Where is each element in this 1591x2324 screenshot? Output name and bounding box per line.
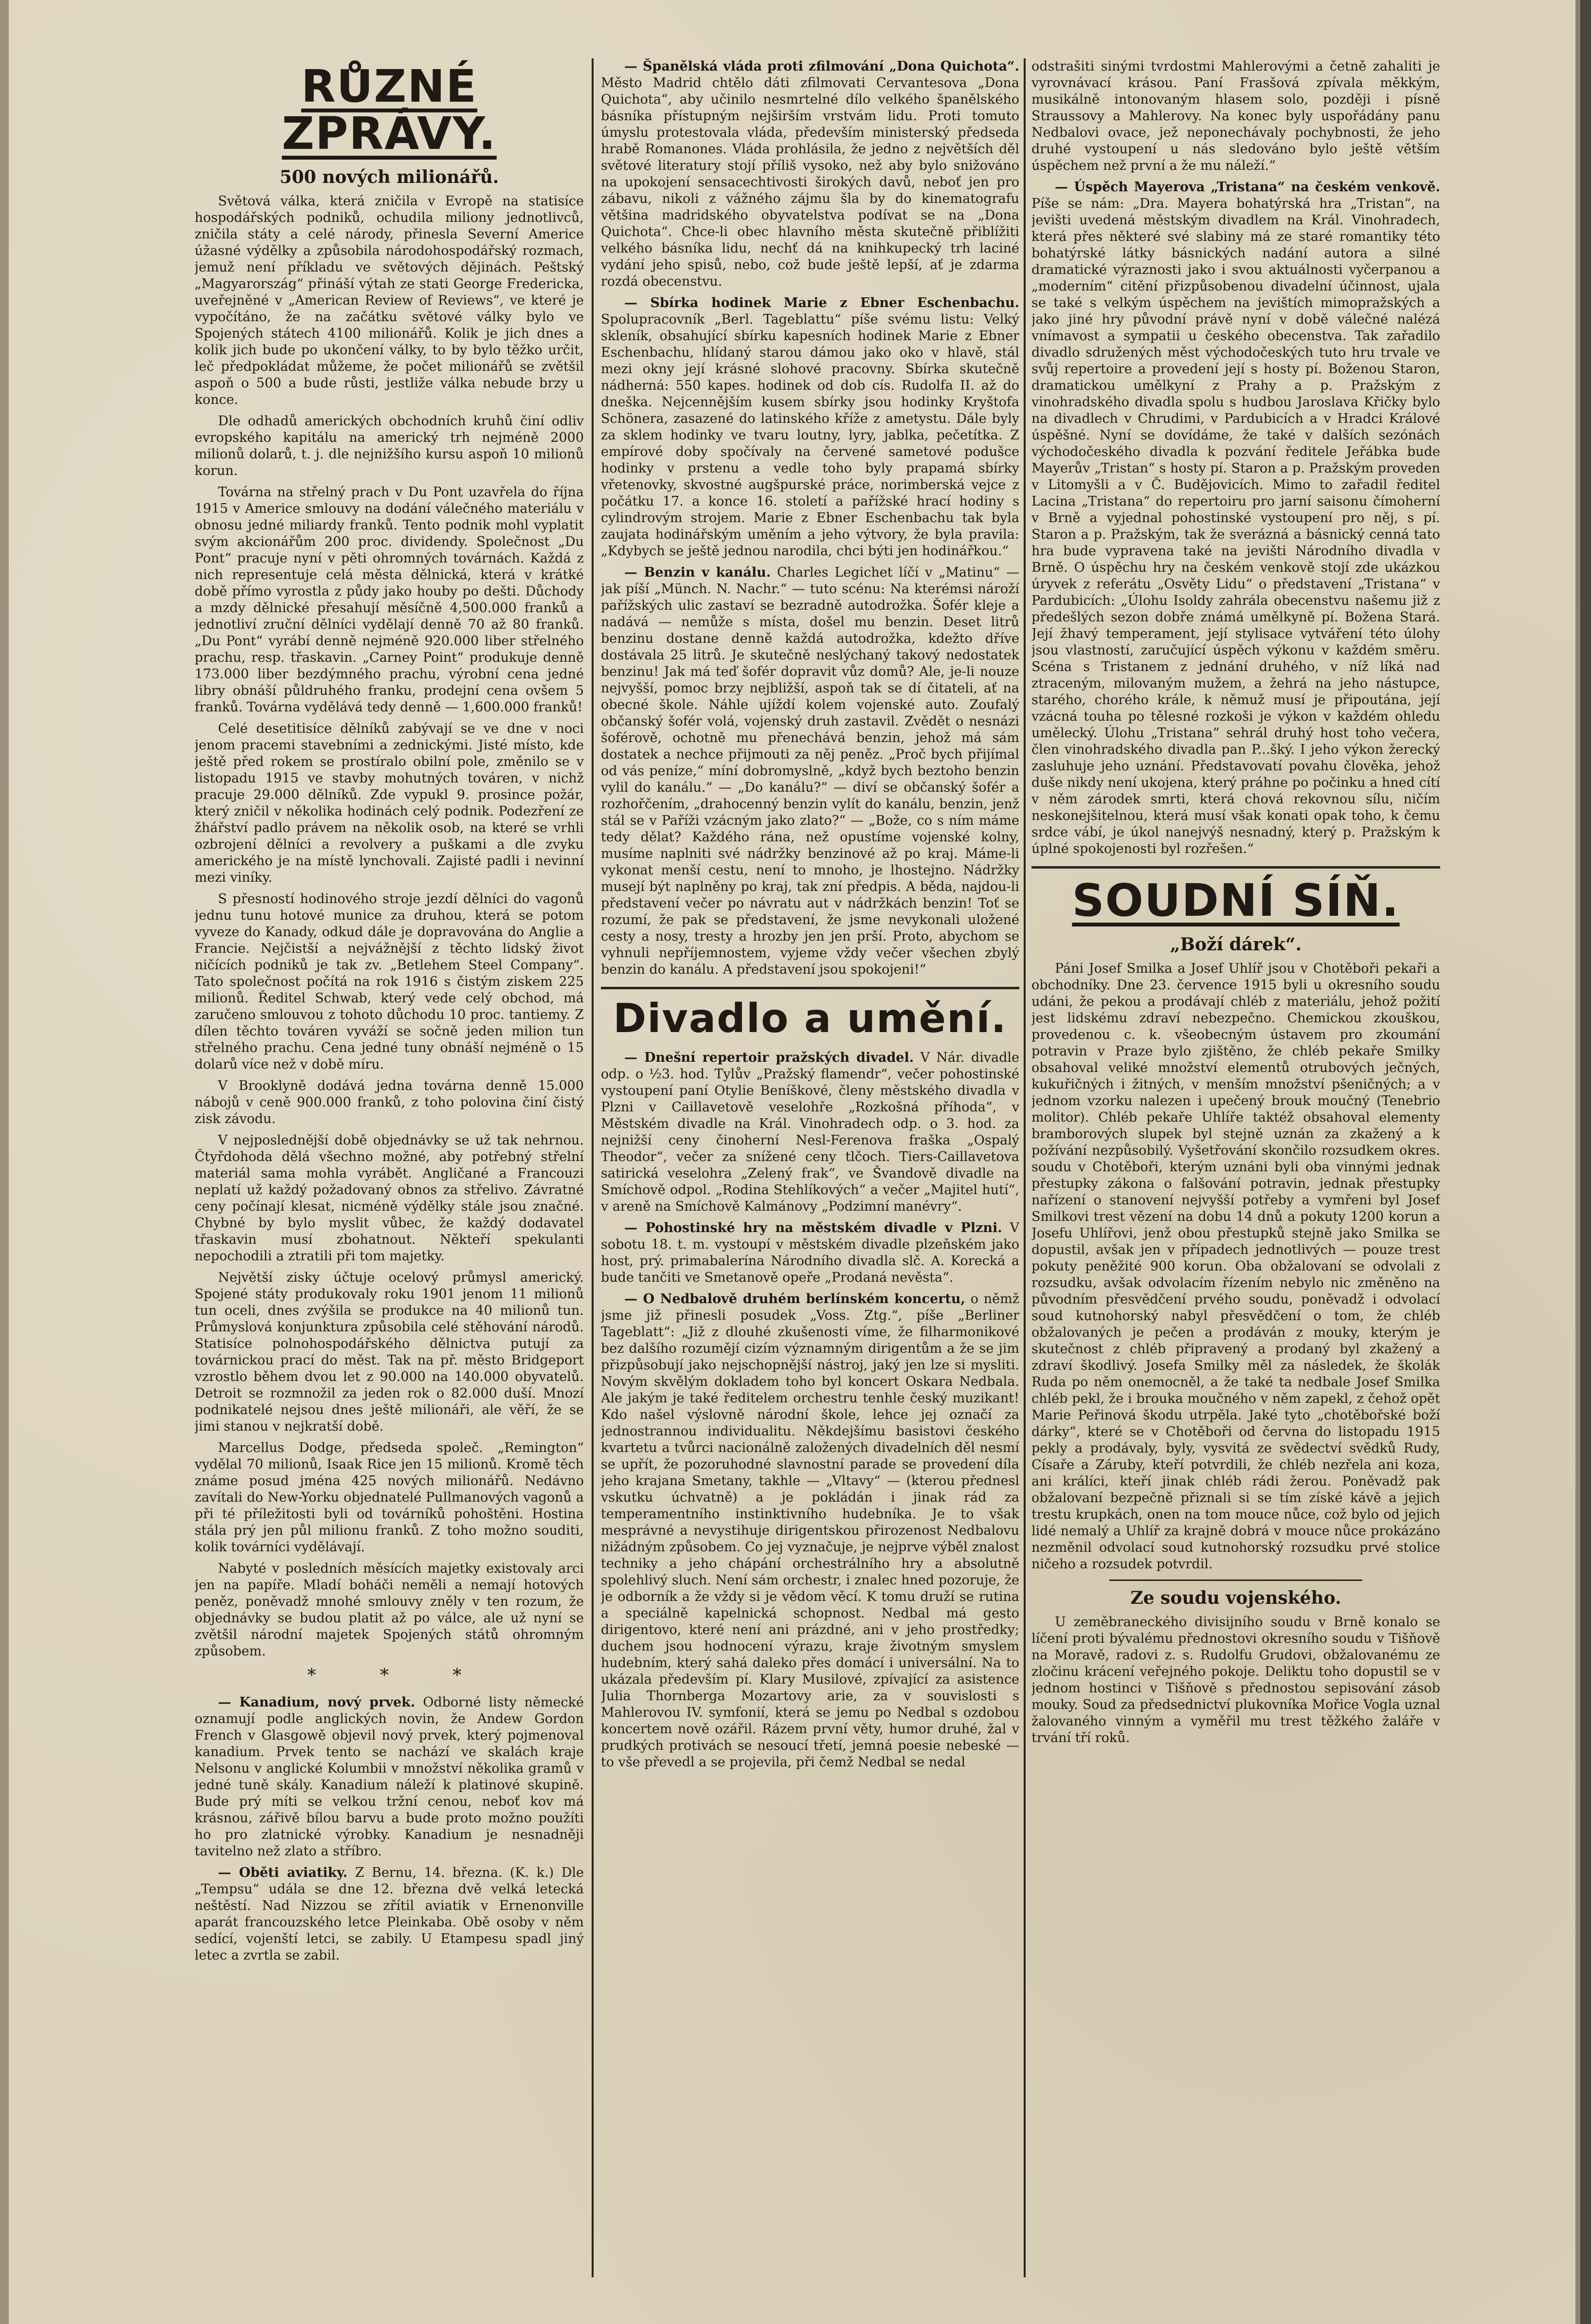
column-divider — [592, 58, 594, 2277]
column-2 — [601, 58, 1019, 2277]
paragraph: Dle odhadů amerických obchodních kruhů činí odliv evropského kapitálu na americký trh nejméně 2000 milionů dolarů, t. j. dle nejnižšího kursu aspoň 10 milionů korun. — [195, 414, 584, 479]
paragraph: V nejposlednější době objednávky se už tak nehrnou. Čtyřdohoda dělá všechno možné, aby potřebný střelní materiál sama mohla vyrábět. Angličané a Francouzi neplatí už každý požadovaný obnos za střelivo. Závratné ceny počínají klesat, nicméně výdělky stále jsou značné. Chybné by bylo myslit vůbec, že každý dodavatel třaskavin musí zbohatnout. Někteří spekulanti nepochodili a ztratili při tom majetky. — [195, 1133, 584, 1264]
article-body: o němž jsme již přinesli posudek „Voss. Ztg.“, píše „Berliner Tageblatt“: „Již z dlouhé zkušenosti víme, že filharmonikové bez dalšího rozumějí cizím významným dirigentům a že se jim přizpůsobují jako nejschopnější nástroj, jaký jen lze si mysliti. Novým skvělým dokladem toho byl koncert Oskara Nedbala. Ale jakým je také ředitelem orchestru tenhle český muzikant! Kdo našel výslovně národní škole, lehce jej označí za jednostrannou individualitu. Někdejšímu basistovi českého kvartetu a tvůrci nacionálně založených divadelních děl nesmí se upřít, že pozoruhodné slavnostní parade se provedení díla jeho krajana Smetany, takhle — „Vltavy“ — (kterou přednesl vskutku úchvatně) a je pokládán i jinak rád za temperamentního instinktivního hudebníka. Je to však mesprávné a nevystihuje dirigentskou přirozenost Nedbalovu nižádným způsobem. Co jej vyznačuje, je nejprve výběl znalost techniky a jeho chápání orchestrálního hry a absolutně spolehlivý sluch. Není sám orchestr, i znalec hned pozoruje, že je odborník a že vždy si je vědom věcí. K tomu druží se rutina a speciálně kapelnická schopnost. Nedbal má gesto dirigentovo, které není ani prázdné, ani v jeho prostředky; duchem jsou hodnocení výrazu, kraje životným smyslem hudebním, který sahá daleko přes domácí i universální. Na to ukázala především pí. Klary Musilové, zpívající za asistence Julia Thornberga Mozartovy arie, za v souvislosti s Mahlerovou IV. symfonií, která se jemu po Nedbal s ozdobou koncertem nově ozářil. Rázem první věty, humor druhé, žal v prudkých protivách se nesoucí třetí, jemná poesie nebeské — to vše převedl a se projevila, při čemž Nedbal se nedal — [601, 1291, 1019, 1770]
article-body: Město Madrid chtělo dáti zfilmovati Cervantesova „Dona Quichota“, aby učinilo nesmrtelné dílo velkého španělského básníka přístupným nejširším vrstvám lidu. Proti tomuto úmyslu protestovala vláda, především ministerský předseda hrabě Romanones. Vláda prohlásila, že jedno z největších děl světové literatury stojí příliš vysoko, než aby bylo snižováno na upokojení sensacechtivosti širokých davů, neboť jen pro zábavu, nikoli z vážného zájmu šla by do kinematografu většina madridského obyvatelstva podívat se na „Dona Quichota“. Chce-li obec hlavního města skutečně přiblížiti velkého básníka lidu, nechť dá na knihkupecký trh laciné vydání jeho spisů, nebo, což bude ještě lepší, ať je zdarma rozdá obecenstvu. — [601, 75, 1019, 289]
section-title-divadlo: Divadlo a umění. — [613, 996, 1007, 1042]
column-1 — [195, 58, 584, 2277]
paragraph: S přesností hodinového stroje jezdí dělníci do vagonů jednu tunu hotové munice za druhou, která se potom vyveze do Kanady, odkud dále je dopravována do Anglie a Francie. Nejčistší a nejvážnější z těchto lidský život ničících podniků je tak zv. „Betlehem Steel Company“. Tato společnost počítá na rok 1916 s čistým ziskem 225 milionů. Ředitel Schwab, který vede celý obchod, má zaručeno smlouvou z tohoto důchodu 10 proc. tantiemy. Z dílen těchto továren vyváží se sočně jeden milion tun střelného prachu. Cena jedné tuny obnáší nejméně o 15 dolarů více než v době míru. — [195, 891, 584, 1072]
separator-stars: * * * — [307, 1666, 491, 1686]
paragraph: Marcellus Dodge, předseda společ. „Remington“ vydělal 70 milionů, Isaak Rice jen 15 milionů. Kromě těch známe posud jména 425 nových milionářů. Nedávno zavítali do New-Yorku objednatelé Pullmanových vagonů a při té příležitosti byli od továrníků pohoštěni. Hostina stála prý jen půl milionu franků. Z toho možno souditi, kolik továrníci vydělávají. — [195, 1440, 584, 1555]
article-title: — O Nedbalově druhém berlínském koncertu, — [624, 1291, 965, 1307]
section-divider — [601, 987, 1019, 989]
paragraph: V Brooklyně dodává jedna továrna denně 15.000 nábojů v ceně 900.000 franků, z toho polovina činí čistý zisk závodu. — [195, 1078, 584, 1127]
page-right-shadow — [1575, 0, 1580, 2324]
article-don-quichote — [601, 58, 1019, 290]
article-title: — Benzin v kanálu. — [624, 565, 771, 580]
article-repertoir — [601, 1050, 1019, 1215]
article-obeti-aviatiky — [195, 1865, 584, 1964]
article-title: „Boží dárek“. — [1170, 934, 1302, 955]
article-kanadium — [195, 1694, 584, 1860]
article-body: Spolupracovník „Berl. Tageblattu“ píše svému listu: Velký skleník, obsahující sbírku kapesních hodinek Marie z Ebner Eschenbachu, hlídaný starou dámou jako oko v hlavě, stál mezi okny její krásné slohové pracovny. Sbírka skutečně nádherná: 550 kapes. hodinek od dob cís. Rudolfa II. až do dneška. Nejcennějším kusem sbírky jsou hodinky Kryštofa Schönera, zasazené do latinského kříže z ametystu. Dále byly za sklem hodinky ve tvaru loutny, lyry, jablka, pečetítka. Z empírové doby spočívaly na červené sametové podušce hodinky v prstenu a vedle toho byly prapamá sbírky vřetenovky, skvostné augšpurské práce, norimberská vejce z počátku 17. a konce 16. století a pařížské hrací hodiny s cylindrovým strojem. Marie z Ebner Eschenbachu tak byla zaujata hodinářským uměním a jeho výtvory, že byla pravila: „Kdybych se ještě jednou narodila, chci býti jen hodinářkou.“ — [601, 312, 1019, 559]
page-right-edge — [1580, 0, 1591, 2324]
section-title-ruzne-zpravy: RŮZNÉ ZPRÁVY. — [282, 60, 497, 160]
column-3 — [1031, 58, 1440, 2277]
page-left-edge — [0, 0, 9, 2324]
article-body: V Nár. divadle odp. o ½3. hod. Tylův „Pražský flamendr“, večer pohostinské vystoupení paní Otylie Beníškové, členy městského divadla v Plzni v Caillavetově veselohře „Rozkošná příhoda“, v Městském divadle na Král. Vinohradech odp. o 3. hod. za nejnižší ceny činoherní Nesl-Ferenova fraška „Ospalý Theodor“, večer za snížené ceny tlčoch. Tiers-Caillavetova satirická veselohra „Zelený frak“, ve Švandově divadle na Smíchově odpol. „Rodina Stehlíkových“ a večer „Majitel hutí“, v areně na Smíchově Kalmánovy „Podzimní manévry“. — [601, 1050, 1019, 1215]
article-body: Z Bernu, 14. března. (K. k.) Dle „Tempsu“ udála se dne 12. března dvě velká letecká neštěstí. Nad Nizzou se zřítil aviatik v Ernenonville aparát francouzského letce Pleinkaba. Obě osoby v něm sedící, vojenští letci, se zabily. U Etampesu spadl jiný letec a zvrtla se zabil. — [195, 1865, 584, 1963]
article-body: Píše se nám: „Dra. Mayera bohatýrská hra „Tristan“, na jevišti uvedená městským divadlem na Král. Vinohradech, která přes některé své slabiny má ze staré romantiky této bohatýrské látky básnických nadání autora a silné dramatické výraznosti jako i svou aktuálnosti vyčerpanou a „moderním“ citění přizpůsobenou divadelní účinnost, ujala se také s velkým úspěchem na jevištích mimopražských a jako jiné hry původní právě nyní v době válečné nalézá vnímavost a sympatii u českého obecenstva. Tak zařadilo divadlo sdružených měst východočeských tuto hru trvale ve svůj repertoire a provedení její s hosty pí. Boženou Staron, dramatickou umělkyní z Prahy a p. Pražským z vinohradského divadla spolu s hudbou Jaroslava Křičky bylo na divadlech v Chrudimi, v Pardubicích a v Hradci Králové úspěšné. Nyní se dovídáme, že také v dalších sezónách východočeského divadla k pozvání ředitele Jeřábka bude Mayerův „Tristan“ s hosty pí. Staron a p. Pražským proveden v Litomyšli a v Č. Budějovicích. Mimo to zařadil ředitel Lacina „Tristana“ do repertoiru pro jarní saisonu čímoherní v Brně a vyjednal pohostinské vystoupení pro něj, s pí. Staron a p. Pražským, tak že sverázná a básnický cenná tato hra bude vypravena také na jevišti Národního divadla v Brně. O úspěchu hry na českém venkově stojí zde ukázkou úryvek z referátu „Osvěty Lidu“ o představení „Tristana“ v Pardubicích: „Úlohu Isoldy zahrála obecenstvu našemu již z předešlých sezon dobře známá umělkyně pí. Božena Stará. Její žhavý temperament, její stylisace vytváření této úlohy jsou vlastností, zaručující úspěch výkonu v každém směru. Scéna s Tristanem z jednání druhého, v níž líká nad ztraceným, milovaným mužem, a žehrá na jeho nástupce, starého, chorého krále, k němuž musí je připoutána, její vzácná touha po tělesné rozkoši je výkon v každém ohledu umělecký. Úlohu „Tristana“ sehrál druhý host toho večera, člen vinohradského divadla pan P...šký. I jeho výkon žerecký zasluhuje jeho uznání. Představovatí povahu člověka, jehož duše nikdy není ukojena, který práhne po počinku a hned cítí v něm zárodek smrti, která chová rekovnou sílu, ničím neskonejšitelnou, která musí však konati opak toho, k čemu srdce vábí, je úkol nanejvýš nesnadný, který p. Pražským k úplné spokojenosti byl rozřešen.“ — [1031, 196, 1440, 856]
article-body: Odborné listy německé oznamují podle anglických novin, že Andew Gordon French v Glasgowě objevil nový prvek, který pojmenoval kanadium. Prvek tento se nachází ve skalách kraje Nelsonu v anglické Kolumbii v množství několika gramů v jedné tuně skály. Kanadium náleží k platinové skupině. Bude prý míti se velkou tržní cenou, neboť kov má krásnou, zářivě bílou barvu a bude proto možno použíti ho pro zlatnické výrobky. Kanadium je nesnadněji tavitelno než zlato a stříbro. — [195, 1695, 584, 1859]
column-divider — [1024, 58, 1026, 2277]
article-body: Charles Legichet líčí v „Matinu“ — jak píší „Münch. N. Nachr.“ — tuto scénu: Na kterémsi nároží pařížských ulic zastaví se bezradně autodrožka. Šofér kleje a nadává — nemůže s místa, došel mu benzin. Deset litrů benzinu dostane denně každá autodrožka, kdežto dříve dostávala 25 litrů. Je skutečně neslýchaný takový nedostatek benzinu! Jak má teď šofér dopravit vůz domů? Ale, je-li nouze nejvyšší, pomoc brzy nejbližší, aspoň tak se dí čitateli, ať na obecné škole. Náhle ujíždí kolem vojenské auto. Zoufalý občanský šofér volá, vojenský druh zastavil. Zvědět o nesnázi šoférově, ochotně mu přenechává benzin, jehož má sám dostatek a nechce přijmouti za něj peněz. „Proč bych přijímal od vás peníze,“ míní dobromyslně, „když bych beztoho benzin vylil do kanálu.“ — „Do kanálu?“ — diví se občanský šofér a rozhořčením, „drahocenný benzin vylít do kanálu, benzin, jenž stál se v Paříži vzácným jako zlato?“ — „Bože, co s ním máme tedy dělat? Každého rána, než opustíme vojenské kolny, musíme naplniti své nádržky benzinové až po kraj. Máme-li vykonat menší cestu, není to mnoho, je lhostejno. Nádržky musejí být naplněny po kraj, tak zní předpis. A běda, najdou-li představení večer po návratu aut v nádržkách benzin! Toť se rozumí, že pak se představení, že jsme nevykonali uložené cesty a nosy, tresty a hrozby jen jen prší. Proto, abychom se vyhnuli nepříjemnostem, vyjeme vždy večer všechen zbylý benzin do kanálu. A představení jsou spokojeni!“ — [601, 565, 1019, 977]
article-title: — Dnešní repertoir pražských divadel. — [624, 1050, 914, 1066]
article-sbirka-hodinek — [601, 295, 1019, 560]
paragraph: Páni Josef Smilka a Josef Uhlíř jsou v Chotěboři pekaři a obchodníky. Dne 23. července 1915 byli u okresního soudu udáni, že pekou a prodávají chléb z materiálu, jehož požití jest lidskému zdraví nebezpečno. Chemickou zkouškou, provedenou c. k. všeobecným ústavem pro zkoumání potravin v Praze bylo zjištěno, že chléb pekaře Smilky obsahoval veliké množství elementů otrubových ječných, kukuřičných i žitných, v menším množství pšeničných; a v jednom vzorku nalezen i upečený brouk moučný (Tenebrio molitor). Chléb pekaře Uhlíře taktéž obsahoval elementy bramborových slupek byl stejně uznán za zkažený a k požívání nezpůsobilý. Vyšetřování skončilo rozsudkem okres. soudu v Chotěboři, kterým uznáni byli oba vinnými jednak přestupky zákona o falšování potravin, jednak přestupky nařízení o stanovení nejvyšší potřeby a vymřeni byl Josef Smilkovi trest vězení na dobu 14 dnů a pokuty 1200 korun a Josefu Uhlířovi, jenž obou přestupků stejně jako Smilka se dopustil, avšak jen v případech jednotlivých — pouze trest pokuty peněžité 900 korun. Oba obžalovaní se odvolali z rozsudku, avšak odvolacím řízením nebylo nic změněno na původním přesvědčení prvého soudu, poněvadž i odvolací soud kutnohorský nabyl přesvědčení o tom, že chléb obžalovaných je pečen a prodáván z mouky, kterým je skutečnost z chléb připravený a prodaný byl zkažený a zdraví škodlivý. Josefa Smilky měl za následek, že školák Ruda po něm onemocněl, a že také ta nedbale Josef Smilka chléb pekl, že i brouka moučného v něm zapekl, z čehož opět Marie Peřinová škodu utrpěla. Jaké tyto „chotěbořské boží dárky“, které se v Chotěboři od června do listopadu 1915 pekly a prodávaly, byly, vysvitá ze svědectví svědků Rudy, Císaře a Záruby, kteří potvrdili, že chléb nezřela ani kozа, ani králíci, kteří jinak chléb rádi žerou. Poněvadž pak obžalovaní bezpečně přiznali si se tím získé kávě a jejich trestu krupkách, onen na tom mouce nůce, což bylo od jejich lidé nemalý a Uhlíř za krajně dobrá v mouce nůce prokázáno nezměnil odvolací soud kutnohorský rozsudku prvé stolice ničeho a rozsudek potvrdil. — [1031, 961, 1440, 1572]
paragraph: Celé desetitisíce dělníků zabývají se ve dne v noci jenom pracemi stavebními a zednickými. Jisté místo, kde ještě před rokem se prostíralo obilní pole, změnilo se v listopadu 1915 ve stavby mohutných továren, v nichž pracuje 29.000 dělníků. Zde vypukl 9. prosince požár, který zničil v několika hodinách celý podnik. Podezření ze žhářství padlo právem na několik osob, na které se vrhli ozbrojení dělníci a revolvery a puškami a dle zvyku amerického je na místě lynchovali. Zajisté padli i nevinní mezi viníky. — [195, 721, 584, 886]
article-title: — Španělská vláda proti zfilmování „Dona Quichota“. — [624, 59, 1019, 74]
article-nedbal — [601, 1291, 1019, 1771]
paragraph: U zeměbraneckého divisijního soudu v Brně konalo se líčení proti bývalému přednostovi okresního soudu v Tišňově na Moravě, radovi z. s. Rudolfu Grudovi, obžalovanému ze zločinu krácení veřejného pokoje. Deliktu toho dopustil se v jednom hostinci v Tišňově s přednostou sepisování zásob mouky. Soud za předsednictví plukovníka Mořice Vogla uznal žalovaného vinným a vyměřil mu trest těžkého žaláře v trvání tří roků. — [1031, 1614, 1440, 1745]
article-title: — Oběti aviatiky. — [218, 1865, 348, 1881]
article-title: Ze soudu vojenského. — [1130, 1587, 1341, 1608]
article-benzin — [601, 564, 1019, 978]
paragraph: Továrna na střelný prach v Du Pont uzavřela do října 1915 v Americe smlouvy na dodání válečného materiálu v obnosu jedné miliardy franků. Tento podnik mohl vyplatit svým akcionářům 200 proc. dividendy. Společnost „Du Pont“ pracuje nyní v pěti ohromných továrnách. Každá z nich representuje celá města dělnická, která v krátké době přímo vyrostla z půdy jako houby po dešti. Důchody a mzdy dělnické přesahují měsíčně 4,500.000 franků a jednotliví zruční dělníci vydělají denně 70 až 80 franků. „Du Pont“ vyrábí denně nejméně 920.000 liber střelného prachu, resp. třaskavin. „Carney Point“ produkuje denně 173.000 liber bezdýmného prachu, výrobní cena jedné libry obnáší půldruhého franku, prodejní cena ovšem 5 franků. Továrna vydělává tedy denně — 1,600.000 franků! — [195, 485, 584, 715]
paragraph: Světová válka, která zničila v Evropě na statisíce hospodářských podniků, ochudila miliony jednotlivců, zničila státy a celé národy, přinesla Severní Americe úžasné výdělky a způsobila národohospodářský rozmach, jemuž není příkladu ve světových dějinách. Peštský „Magyarország“ přináší výtah ze stati George Fredericka, uveřejněné v „American Review of Reviews“, ve které je vypočítáno, že na začátku světové války bylo ve Spojených státech 4100 milionářů. Kolik je jich dnes a kolik jich bude po ukončení války, to by bylo těžko určit, leč předpokládat můžeme, že počet milionářů se zvětšil aspoň o 500 a bude růsti, jestliže válka nebude brzy u konce. — [195, 194, 584, 408]
article-divider — [1109, 1580, 1362, 1581]
article-title: — Pohostinské hry na městském divadle v Plzni. — [624, 1220, 1002, 1236]
article-continuation: odstrašiti sinými tvrdostmi Mahlerovými a četně zahaliti je vyrovnávací krásou. Paní Frasšová zpívala měkkým, musikálně intonovaným hlasem solo, později i písně Straussovy a Mahlerovy. Na konec byly uspořádány panu Nedbalovi ovace, jež neponechávaly pochybnosti, že jeho druhé vystoupení u nás sledováno bylo ještě větším úspěchem než první a že mu náleží.“ — [1031, 59, 1440, 173]
article-title: — Sbírka hodinek Marie z Ebner Eschenbachu. — [624, 295, 1019, 310]
paragraph: Nabyté v posledních měsících majetky existovaly arci jen na papíře. Mladí boháči neměli a nemají hotových peněz, poněvadž mnohé smlouvy zněly v ten rozum, že objednávky se budou platit až po válce, ale už nyní se zvětšil národní majetek Spojených států ohromným způsobem. — [195, 1561, 584, 1659]
paragraph: Největší zisky účtuje ocelový průmysl americký. Spojené státy produkovaly roku 1901 jenom 11 milionů tun oceli, dnes zvýšila se produkce na 40 milionů tun. Průmyslová konjunktura způsobila celé stěhování národů. Statisíce polnohospodářského dělnictva putují za továrnickou prací do měst. Tak na př. město Bridgeport vzrostlo během dvou let z 90.000 na 140.000 obyvatelů. Detroit se rozmnožil za jeden rok o 82.000 duší. Mnozí podnikatelé nejsou dnes ještě milionáři, ale věří, že se jimi stanou v nejkratší době. — [195, 1270, 584, 1434]
article-body: V sobotu 18. t. m. vystoupí v městském divadle plzeňském jako host, prý. primabalerína Národního divadla slč. A. Korecká a bude tančiti ve Smetanově opeře „Prodaná nevěsta“. — [601, 1220, 1019, 1286]
section-divider — [1031, 866, 1440, 869]
article-tristan — [1031, 179, 1440, 857]
article-plzen — [601, 1220, 1019, 1286]
article-title: — Kanadium, nový prvek. — [218, 1695, 416, 1710]
article-title: 500 nových milionářů. — [279, 167, 499, 188]
section-title-soudni-sin: SOUDNÍ SÍŇ. — [1072, 874, 1400, 926]
article-title: — Úspěch Mayerova „Tristana“ na českém venkově. — [1055, 180, 1440, 195]
